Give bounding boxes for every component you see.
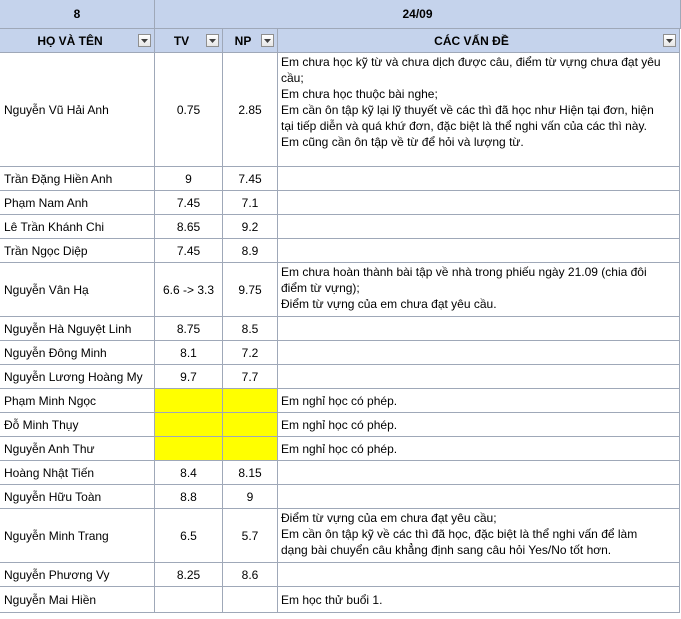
class-label-cell[interactable] (0, 0, 155, 29)
np-score-cell[interactable]: 8.9 (223, 239, 278, 263)
column-header-name-label: HỌ VÀ TÊN (37, 33, 103, 48)
note-line: Em chưa học thuộc bài nghe; (281, 87, 438, 101)
tv-score-cell[interactable] (155, 587, 223, 613)
notes-cell[interactable] (278, 191, 680, 215)
tv-score-cell[interactable]: 8.65 (155, 215, 223, 239)
chevron-down-icon (141, 39, 148, 43)
student-name-cell[interactable]: Trần Ngọc Diệp (0, 239, 155, 263)
chevron-down-icon (666, 39, 673, 43)
table-row (0, 263, 681, 317)
note-line: Em chưa hoàn thành bài tập về nhà trong phiếu ngày 21.09 (chia đôi (281, 265, 647, 279)
table-row (0, 317, 681, 341)
notes-cell[interactable] (278, 341, 680, 365)
notes-cell[interactable] (278, 485, 680, 509)
np-score-cell[interactable]: 7.45 (223, 167, 278, 191)
student-name-cell[interactable]: Hoàng Nhật Tiến (0, 461, 155, 485)
tv-score-cell[interactable] (155, 413, 223, 437)
student-name-cell[interactable]: Lê Trần Khánh Chi (0, 215, 155, 239)
student-name-cell[interactable]: Nguyễn Hà Nguyệt Linh (0, 317, 155, 341)
student-name-cell[interactable]: Nguyễn Vũ Hải Anh (0, 53, 155, 167)
note-line: Em cần ôn tập kỹ về các thì đã học, đặc biệt là thể nghi vấn để làm (281, 527, 638, 541)
table-row (0, 239, 681, 263)
notes-cell[interactable] (278, 413, 680, 437)
note-line: Em nghỉ học có phép. (281, 441, 398, 456)
student-name-cell[interactable]: Phạm Nam Anh (0, 191, 155, 215)
filter-dropdown-np[interactable] (261, 34, 274, 47)
note-line: cầu; (281, 71, 304, 85)
np-score-cell[interactable] (223, 389, 278, 413)
note-line: Em nghỉ học có phép. (281, 417, 398, 432)
table-row (0, 485, 681, 509)
notes-cell[interactable] (278, 263, 680, 317)
notes-cell[interactable] (278, 587, 680, 613)
student-name-cell[interactable]: Nguyễn Anh Thư (0, 437, 155, 461)
notes-cell[interactable] (278, 437, 680, 461)
np-score-cell[interactable]: 9.75 (223, 263, 278, 317)
np-score-cell[interactable]: 2.85 (223, 53, 278, 167)
filter-dropdown-tv[interactable] (206, 34, 219, 47)
tv-score-cell[interactable]: 8.25 (155, 563, 223, 587)
table-row (0, 587, 681, 613)
note-line: Em nghỉ học có phép. (281, 393, 398, 408)
student-name-cell[interactable]: Nguyễn Đông Minh (0, 341, 155, 365)
np-score-cell[interactable]: 7.1 (223, 191, 278, 215)
tv-score-cell[interactable]: 8.1 (155, 341, 223, 365)
note-line: Em chưa học kỹ từ và chưa dịch được câu, điểm từ vựng chưa đạt yêu (281, 55, 661, 69)
student-name-cell[interactable]: Nguyễn Mai Hiền (0, 587, 155, 613)
chevron-down-icon (264, 39, 271, 43)
student-name-cell[interactable]: Nguyễn Minh Trang (0, 509, 155, 563)
table-row (0, 461, 681, 485)
tv-score-cell[interactable] (155, 437, 223, 461)
note-line: Điểm từ vựng của em chưa đạt yêu cầu; (281, 511, 497, 525)
chevron-down-icon (209, 39, 216, 43)
filter-dropdown-notes[interactable] (663, 34, 676, 47)
date-label: 24/09 (402, 7, 433, 21)
np-score-cell[interactable] (223, 413, 278, 437)
np-score-cell[interactable] (223, 437, 278, 461)
tv-score-cell[interactable]: 8.8 (155, 485, 223, 509)
tv-score-cell[interactable] (155, 389, 223, 413)
notes-cell[interactable] (278, 563, 680, 587)
note-line: Điểm từ vựng của em chưa đạt yêu cầu. (281, 297, 497, 311)
table-row (0, 341, 681, 365)
tv-score-cell[interactable]: 9.7 (155, 365, 223, 389)
column-header-tv-label: TV (173, 33, 190, 48)
np-score-cell[interactable] (223, 587, 278, 613)
column-header-np-label: NP (234, 33, 252, 48)
note-line: Em cần ôn tập kỹ lại lỹ thuyết về các thì đã học như Hiện tại đơn, hiện (281, 103, 654, 117)
notes-cell[interactable] (278, 509, 680, 563)
tv-score-cell[interactable]: 7.45 (155, 191, 223, 215)
tv-score-cell[interactable]: 9 (155, 167, 223, 191)
header-row-group (0, 0, 681, 29)
column-header-notes[interactable] (278, 29, 680, 53)
table-row (0, 413, 681, 437)
column-header-row (0, 29, 681, 53)
np-score-cell[interactable]: 8.15 (223, 461, 278, 485)
tv-score-cell[interactable]: 6.5 (155, 509, 223, 563)
notes-cell[interactable] (278, 239, 680, 263)
column-header-name[interactable] (0, 29, 155, 53)
notes-cell[interactable] (278, 317, 680, 341)
student-name-cell[interactable]: Trần Đặng Hiền Anh (0, 167, 155, 191)
notes-cell[interactable] (278, 365, 680, 389)
table-row (0, 389, 681, 413)
column-header-np[interactable] (223, 29, 278, 53)
student-name-cell[interactable]: Phạm Minh Ngọc (0, 389, 155, 413)
notes-cell[interactable] (278, 167, 680, 191)
tv-score-cell[interactable]: 0.75 (155, 53, 223, 167)
notes-cell[interactable] (278, 53, 680, 167)
np-score-cell[interactable]: 7.2 (223, 341, 278, 365)
student-name-cell[interactable]: Nguyễn Hữu Toàn (0, 485, 155, 509)
np-score-cell[interactable]: 5.7 (223, 509, 278, 563)
tv-score-cell[interactable]: 8.4 (155, 461, 223, 485)
notes-cell[interactable] (278, 215, 680, 239)
np-score-cell[interactable]: 8.5 (223, 317, 278, 341)
filter-dropdown-name[interactable] (138, 34, 151, 47)
student-name-cell[interactable]: Nguyễn Phương Vy (0, 563, 155, 587)
table-row (0, 563, 681, 587)
student-name-cell[interactable]: Nguyễn Vân Hạ (0, 263, 155, 317)
class-label: 8 (73, 7, 81, 21)
table-row (0, 215, 681, 239)
table-row (0, 167, 681, 191)
column-header-notes-label: CÁC VẤN ĐỀ (434, 33, 509, 48)
table-row (0, 509, 681, 563)
np-score-cell[interactable]: 9.2 (223, 215, 278, 239)
notes-cell[interactable] (278, 461, 680, 485)
np-score-cell[interactable]: 7.7 (223, 365, 278, 389)
tv-score-cell[interactable]: 8.75 (155, 317, 223, 341)
note-line: Em học thử buổi 1. (281, 592, 383, 607)
np-score-cell[interactable]: 8.6 (223, 563, 278, 587)
tv-score-cell[interactable]: 6.6 -> 3.3 (155, 263, 223, 317)
note-line: dạng bài chuyển câu khẳng định sang câu hỏi Yes/No tốt hơn. (281, 543, 612, 557)
student-name-cell[interactable]: Đỗ Minh Thụy (0, 413, 155, 437)
student-name-cell[interactable]: Nguyễn Lương Hoàng My (0, 365, 155, 389)
note-line: Em cũng cần ôn tập về từ để hỏi và lượng từ. (281, 135, 524, 149)
np-score-cell[interactable]: 9 (223, 485, 278, 509)
table-row (0, 437, 681, 461)
note-line: tại tiếp diễn và quá khứ đơn, đặc biệt là thể nghi vấn của các thì này. (281, 119, 647, 133)
note-line: điểm từ vựng); (281, 281, 360, 295)
table-row (0, 365, 681, 389)
tv-score-cell[interactable]: 7.45 (155, 239, 223, 263)
table-row (0, 53, 681, 167)
notes-cell[interactable] (278, 389, 680, 413)
column-header-tv[interactable] (155, 29, 223, 53)
date-label-cell[interactable] (155, 0, 681, 29)
table-row (0, 191, 681, 215)
